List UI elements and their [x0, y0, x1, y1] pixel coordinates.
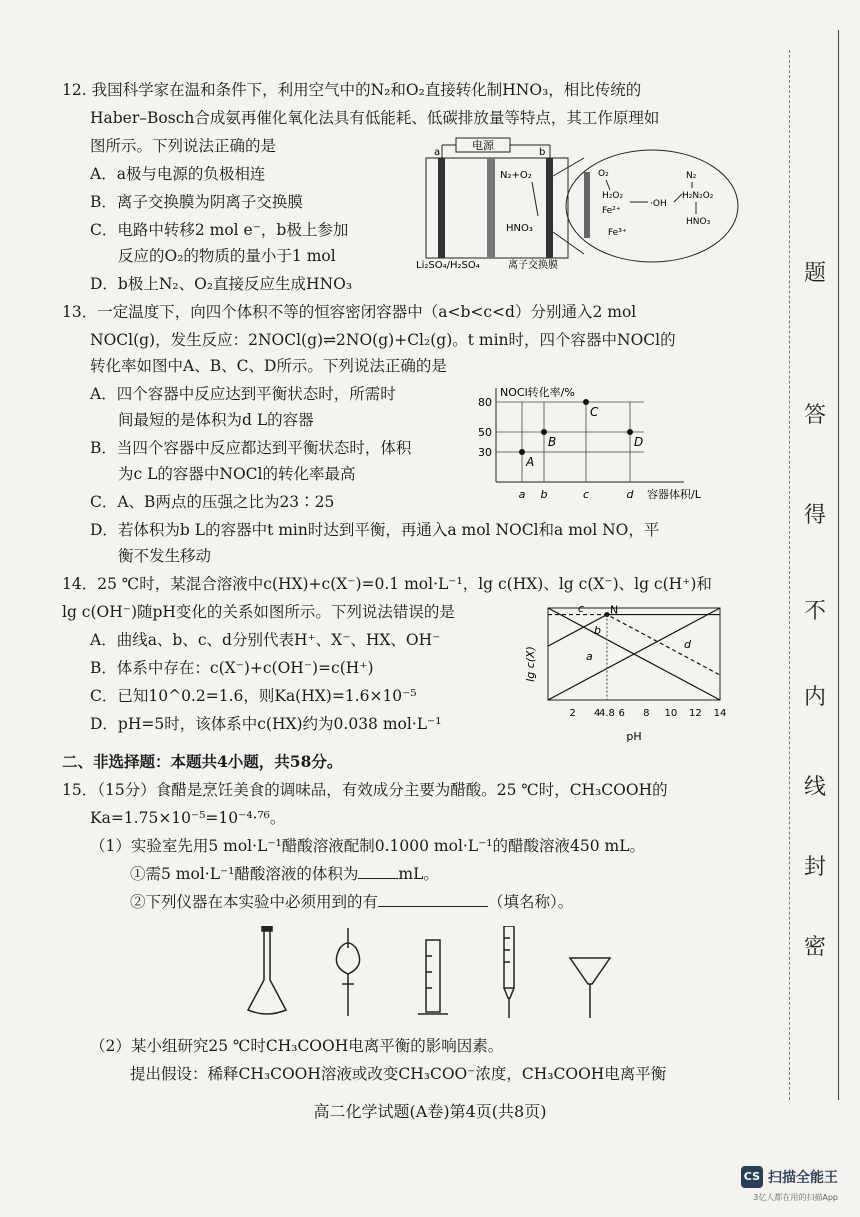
camscanner-logo-icon: CS: [741, 1166, 763, 1188]
x-tick-label: b: [540, 488, 548, 501]
data-point-B: [541, 429, 547, 435]
membrane-label: 离子交换膜: [508, 260, 558, 271]
x-tick-label: 4: [593, 708, 601, 719]
fe2-label: Fe²⁺: [602, 206, 621, 216]
answer-blank-instruments[interactable]: [378, 892, 488, 907]
x-axis-label: 容器体积/L: [647, 488, 701, 501]
q12-option-b: B．离子交换膜为阴离子交换膜: [90, 193, 303, 211]
y-tick-label: 50: [478, 426, 492, 439]
annotation-N: N: [609, 603, 619, 617]
data-point-D: [627, 429, 633, 435]
x-tick-label: a: [518, 488, 526, 501]
q15-part1: （1）实验室先用5 mol·L⁻¹醋酸溶液配制0.1000 mol·L⁻¹的醋酸溶液450 mL。: [90, 837, 646, 855]
hno3-label: HNO₃: [506, 223, 533, 234]
electrolysis-cell-figure: [412, 136, 742, 278]
q15-part1a: ①需5 mol·L⁻¹醋酸溶液的体积为 mL。: [130, 865, 439, 883]
seal-char: 答: [804, 403, 827, 428]
electrode-a-label: a: [434, 147, 441, 158]
point-label-C: C: [590, 405, 599, 419]
series-line-b: [548, 615, 720, 647]
x-axis-label: pH: [626, 730, 642, 743]
seal-char: 内: [804, 685, 827, 710]
data-point-A: [519, 449, 525, 455]
seal-char: 封: [804, 855, 827, 880]
h2o2-label: H₂O₂: [602, 191, 624, 201]
q13-option-a-line2: 间最短的是体积为d L的容器: [118, 411, 314, 429]
q13-line3: 转化率如图中A、B、C、D所示。下列说法正确的是: [90, 357, 447, 375]
point-label-D: D: [634, 435, 644, 449]
q13-option-b-line1: B．当四个容器中反应都达到平衡状态时，体积: [90, 439, 412, 457]
y-axis-label: NOCl转化率/%: [500, 386, 575, 399]
x-tick-label: 2: [569, 708, 576, 719]
answer-blank-volume[interactable]: [358, 864, 398, 879]
point-label-B: B: [548, 435, 557, 449]
x-tick-label: 12: [689, 708, 702, 719]
x-tick-label: c: [582, 488, 590, 501]
electrode-b: [546, 158, 553, 258]
q14-option-b: B．体系中存在：c(X⁻)+c(OH⁻)=c(H⁺): [90, 659, 374, 677]
q13-line2: NOCl(g)，发生反应：2NOCl(g)⇌2NO(g)+Cl₂(g)。t min时，四个容器中NOCl的: [90, 331, 676, 349]
seal-char: 不: [804, 599, 827, 624]
y-axis-label: lg c(X): [524, 646, 537, 682]
camscanner-title: 扫描全能王: [768, 1170, 838, 1186]
x-tick-label: 6: [618, 708, 625, 719]
q12-line3: 图所示。下列说法正确的是: [90, 137, 277, 155]
q13-option-a-line1: A．四个容器中反应达到平衡状态时，所需时: [90, 385, 396, 403]
nocl-conversion-chart: [452, 382, 752, 504]
series-label-a: a: [586, 650, 593, 663]
y-tick-label: 30: [478, 446, 492, 459]
q15-part2-hypothesis: 提出假设：稀释CH₃COOH溶液或改变CH₃COO⁻浓度，CH₃COOH电离平衡: [130, 1065, 667, 1083]
x-tick-label: 4.8: [599, 708, 615, 719]
y-tick-label: 80: [478, 396, 492, 409]
lgc-vs-ph-chart: [522, 600, 744, 746]
electrolyte-label: Li₂SO₄/H₂SO₄: [416, 260, 480, 271]
hno3-product-label: HNO₃: [686, 217, 711, 227]
seal-char: 线: [804, 775, 827, 800]
point-label-A: A: [526, 455, 535, 469]
fe3-label: Fe³⁺: [608, 228, 627, 238]
x-tick-label: 14: [713, 708, 727, 719]
q14-option-d: D．pH=5时，该体系中c(HX)约为0.038 mol·L⁻¹: [90, 715, 442, 733]
q13-line1: 13．一定温度下，向四个体积不等的恒容密闭容器中（a<b<c<d）分别通入2 mol: [62, 303, 637, 321]
volumetric-flask-icon: [248, 926, 286, 1014]
q14-option-a: A．曲线a、b、c、d分别代表H⁺、X⁻、HX、OH⁻: [90, 631, 441, 649]
h2n2o2-label: H₂N₂O₂: [682, 191, 714, 201]
burette-icon: [504, 926, 514, 1018]
q15-part1b: ②下列仪器在本实验中必须用到的有 （填名称）。: [130, 893, 574, 911]
electrode-b-label: b: [539, 147, 546, 158]
series-label-b: b: [594, 624, 601, 637]
q13-option-c: C．A、B两点的压强之比为23∶25: [90, 493, 335, 511]
page-footer: 高二化学试题(A卷)第4页(共8页): [313, 1102, 547, 1121]
q14-line2: lg c(OH⁻)随pH变化的关系如图所示。下列说法错误的是: [62, 603, 455, 621]
n2-label: N₂: [686, 171, 697, 181]
electrode-a: [438, 158, 445, 258]
section-2-heading: 二、非选择题：本题共4小题，共58分。: [62, 752, 343, 771]
q13-option-b-line2: 为c L的容器中NOCl的转化率最高: [118, 465, 356, 483]
camscanner-tagline: 3亿人都在用的扫描App: [753, 1193, 838, 1202]
funnel-icon: [570, 958, 610, 1018]
seal-char: 密: [804, 935, 827, 960]
x-tick-label: 10: [664, 708, 678, 719]
x-tick-label: d: [626, 488, 634, 501]
power-source-label: 电源: [472, 139, 494, 152]
q14-line1: 14．25 ℃时，某混合溶液中c(HX)+c(X⁻)=0.1 mol·L⁻¹，lg c(HX)、lg c(X⁻)、lg c(H⁺)和: [62, 575, 712, 593]
seal-char: 题: [804, 261, 827, 286]
q13-option-d-line1: D．若体积为b L的容器中t min时达到平衡，再通入a mol NOCl和a mol NO，平: [90, 521, 660, 539]
q12-option-c-line1: C．电路中转移2 mol e⁻，b极上参加: [90, 221, 349, 239]
series-label-c: c: [578, 602, 585, 615]
q12-line1: 12. 我国科学家在温和条件下，利用空气中的N₂和O₂直接转化制HNO₃，相比传统的: [62, 81, 642, 99]
separatory-funnel-icon: [336, 928, 359, 1016]
q12-option-c-line2: 反应的O₂的物质的量小于1 mol: [118, 247, 336, 265]
data-point-C: [583, 399, 589, 405]
lab-instruments-figure: [240, 926, 640, 1022]
q12-option-a: A．a极与电源的负极相连: [90, 165, 266, 183]
measuring-cylinder-icon: [418, 940, 448, 1014]
q14-option-c: C．已知10^0.2=1.6，则Ka(HX)=1.6×10⁻⁵: [90, 687, 417, 705]
q15-part2: （2）某小组研究25 ℃时CH₃COOH电离平衡的影响因素。: [90, 1037, 504, 1055]
x-tick-label: 8: [643, 708, 650, 719]
ion-exchange-membrane: [487, 158, 495, 258]
scanner-watermark: [741, 1166, 838, 1202]
q12-option-d: D．b极上N₂、O₂直接反应生成HNO₃: [90, 275, 353, 293]
n2-o2-label: N₂+O₂: [500, 170, 532, 181]
series-line-c: [548, 615, 720, 675]
oh-radical-label: ·OH: [650, 199, 667, 209]
q15-line1: 15．（15分）食醋是烹饪美食的调味品，有效成分主要为醋酸。25 ℃时，CH₃COOH的: [62, 781, 668, 799]
seal-column: [778, 60, 840, 1110]
o2-label: O₂: [598, 169, 609, 179]
seal-char: 得: [804, 503, 827, 528]
q13-option-d-line2: 衡不发生移动: [118, 547, 212, 565]
q12-line2: Haber–Bosch合成氨再催化氧化法具有低能耗、低碳排放量等特点，其工作原理如: [90, 109, 660, 127]
q15-line2: Ka=1.75×10⁻⁵=10⁻⁴·⁷⁶。: [90, 809, 286, 827]
series-label-d: d: [684, 638, 691, 651]
